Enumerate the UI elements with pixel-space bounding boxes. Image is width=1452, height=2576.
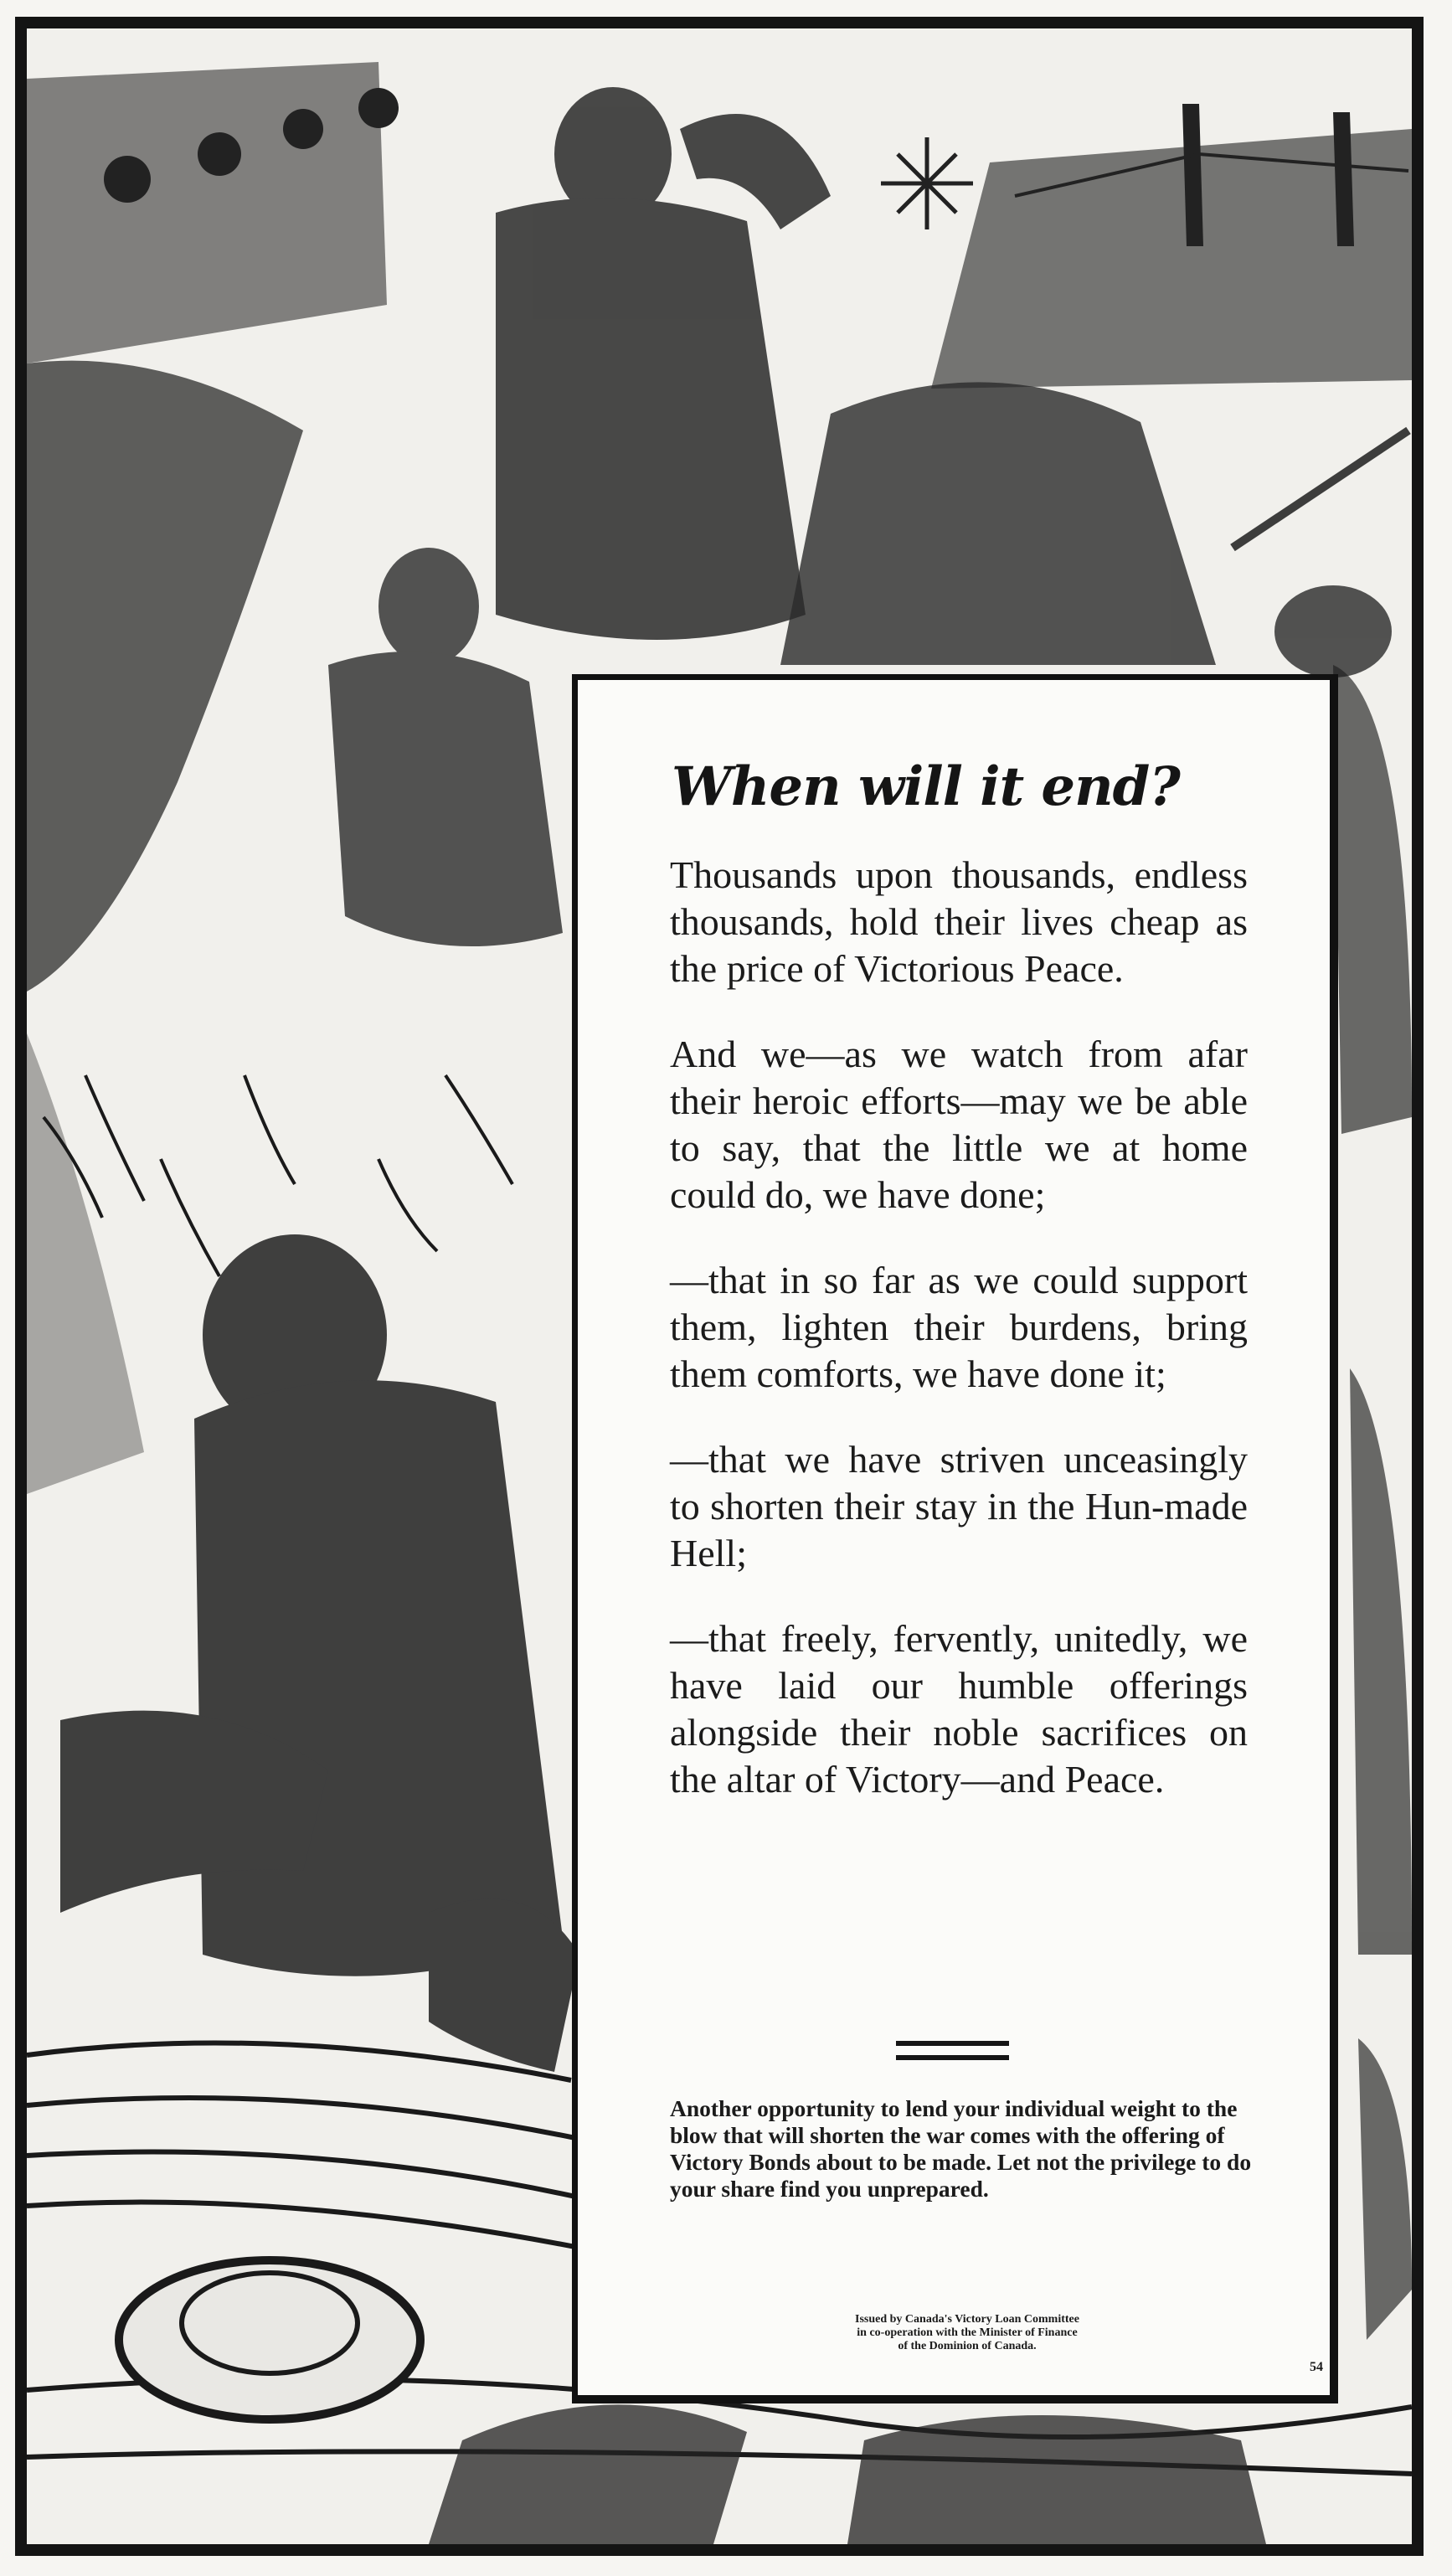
issued-by-line-3: of the Dominion of Canada. bbox=[898, 2340, 1037, 2352]
paragraph-2: And we—as we watch from afar their heroic efforts—may we be able to say, that the little we at home could do, we have done; bbox=[670, 1033, 1248, 1216]
issued-by-line-2: in co-operation with the Minister of Finance bbox=[857, 2326, 1078, 2339]
headline: When will it end? bbox=[672, 755, 1180, 818]
issued-by-credit bbox=[775, 2313, 1160, 2353]
paragraph-1: Thousands upon thousands, endless thousands, hold their lives cheap as the price of Victorious Peace. bbox=[670, 853, 1248, 990]
copy-panel bbox=[572, 674, 1338, 2403]
ad-number: 54 bbox=[1310, 2360, 1323, 2374]
body-copy bbox=[670, 852, 1248, 1842]
paragraph-4: —that we have striven unceasingly to shorten their stay in the Hun-made Hell; bbox=[670, 1438, 1248, 1574]
paragraph-3: —that in so far as we could support them, lighten their burdens, bring them comforts, we have done it; bbox=[670, 1259, 1248, 1395]
divider-rule-top bbox=[896, 2041, 1009, 2046]
issued-by-line-1: Issued by Canada's Victory Loan Committee bbox=[855, 2313, 1079, 2326]
victory-bonds-appeal: Another opportunity to lend your individual weight to the blow that will shorten the war comes with the offering of Victory Bonds about to be made. Let not the privilege to do your share find you unprepared. bbox=[670, 2095, 1252, 2202]
paragraph-5: —that freely, fervently, unitedly, we have laid our humble offerings alongside their noble sacrifices on the altar of Victory—and Peace. bbox=[670, 1617, 1248, 1801]
divider-rule-bottom bbox=[896, 2055, 1009, 2060]
